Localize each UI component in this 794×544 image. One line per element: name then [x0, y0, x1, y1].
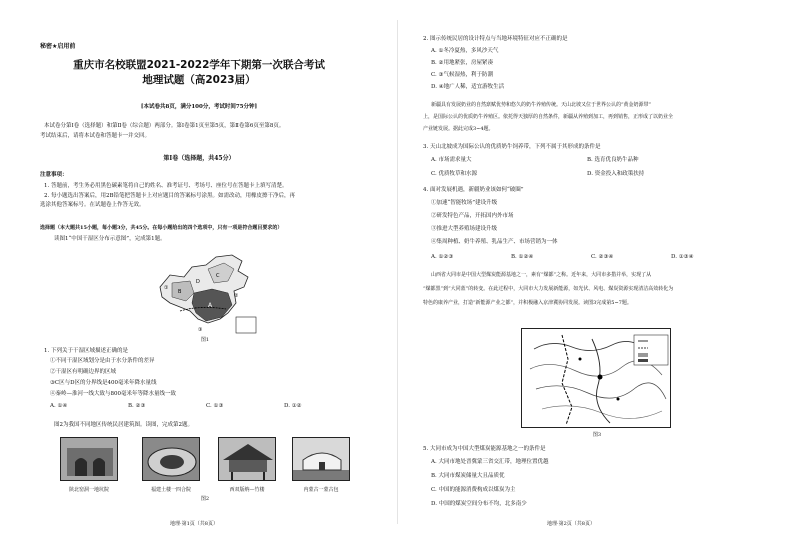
q1-statement-1: ①不同干湿区域划分是由于水分条件的差异 — [50, 358, 155, 364]
note-2: 2. 每小题选出答案后，用2B铅笔把答题卡上对应题目的答案标号涂黑。如需改动，用橡皮擦干净后，再 — [44, 193, 296, 199]
fig1-caption: 图1 — [200, 337, 210, 343]
q2-option-a[interactable]: A. ①冬冷夏热，多风沙天气 — [431, 48, 499, 54]
q1-choice-a[interactable]: A. ①④ — [50, 403, 68, 409]
q5-option-a[interactable]: A. 大同市地处晋冀蒙三省交汇带，地理位置优越 — [431, 459, 549, 465]
q4-choice-d[interactable]: D. ①③④ — [671, 254, 694, 260]
map-label-b: B — [178, 289, 182, 295]
q1-choice-d[interactable]: D. ①② — [284, 403, 302, 409]
map-label-d: D — [196, 279, 200, 285]
q5-option-b[interactable]: B. 大同市煤炭储量大且品质优 — [431, 473, 505, 479]
q4-choice-a[interactable]: A. ①②③ — [431, 254, 454, 260]
figure-1-map — [150, 247, 260, 337]
fig3-caption: 图3 — [592, 432, 602, 438]
photo-caption-3: 西双版纳—竹楼 — [229, 487, 265, 493]
q3-option-b[interactable]: B. 选育优良奶牛品种 — [587, 157, 639, 163]
map-label-3: ③ — [198, 327, 203, 333]
question-2: 2. 图示传统民居的设计特点与当地环境特征对应不正确的是 — [423, 36, 568, 42]
passage-1-line-1: 新疆具有发展奶业的自然禀赋优势和悠久的奶牛养殖传统。天山北坡又位于世界公认的“黄金奶源带” — [431, 102, 652, 108]
question-5: 5. 大同市成为中国大型煤炭能源基地之一的条件是 — [423, 446, 546, 452]
photo-yurt — [292, 437, 350, 481]
exam-subtitle: 地理试题（高2023届） — [142, 74, 256, 86]
question-1: 1. 下列关于干湿区域描述正确的是 — [44, 348, 128, 354]
q5-option-c[interactable]: C. 中国的能源消费构成以煤炭为主 — [431, 487, 516, 493]
q4-choice-c[interactable]: C. ②③④ — [591, 254, 614, 260]
photo-caption-1: 陕北窑洞一地坑院 — [68, 487, 109, 493]
page-2 — [397, 0, 794, 544]
notes-heading: 注意事项： — [40, 172, 68, 178]
note-1: 1. 答题前，考生务必用黑色碳素笔将自己的姓名、准考证号、考场号、座位号在答题卡上填写清楚。 — [44, 183, 288, 189]
map-label-a: A — [208, 302, 213, 309]
map-label-2: ② — [234, 293, 239, 299]
q1-statement-3: ③C区与D区的分界线是400毫米年降水量线 — [50, 380, 157, 386]
q3-option-a[interactable]: A. 市场需求量大 — [431, 157, 472, 163]
intro-line-2: 考试结束后，请将本试卷和答题卡一并交回。 — [40, 133, 151, 139]
confidential-label: 秘密★启用前 — [40, 43, 76, 50]
passage-1-line-2: 上，是国际公认的优质奶牛养殖区。依托得天独厚的自然条件，新疆从养殖到加工，再到销售，正形成了以奶业全 — [423, 114, 674, 120]
map-label-c: C — [216, 273, 220, 279]
note-2-cont: 选涂其他答案标号。在试题卷上作答无效。 — [40, 202, 145, 208]
passage-1-line-3: 产业链发展。据此完成3~4题。 — [423, 126, 494, 132]
q2-option-c[interactable]: C. ③气候湿热，利于防潮 — [431, 72, 493, 78]
q4-statement-4: ④集周种植、奶牛养殖、乳品生产、市场营销为一体 — [431, 239, 558, 245]
part1-heading: 第Ⅰ卷（选择题，共45分） — [163, 155, 235, 162]
q1-choice-b[interactable]: B. ②③ — [128, 403, 146, 409]
q4-statement-3: ③推进大型养殖场建设升级 — [431, 226, 498, 232]
q2-option-d[interactable]: D. ④地广人稀，适宜游牧生活 — [431, 84, 505, 90]
page-footer-right: 地理·第2页（共8页） — [547, 521, 595, 527]
q3-option-d[interactable]: D. 资金投入和政策扶持 — [587, 171, 645, 177]
intro-line-1: 本试卷分第Ⅰ卷（选择题）和第Ⅱ卷（综合题）两部分。第Ⅰ卷第1页至第5页，第Ⅱ卷第6页至第8页。 — [44, 123, 285, 129]
q4-choice-b[interactable]: B. ①②④ — [511, 254, 534, 260]
fig2-intro: 图2为我国不同地区传统民居建筑图。读图，完成第2题。 — [54, 422, 194, 428]
question-4: 4. 面对发展机遇，新疆奶业该如何“破圈” — [423, 187, 524, 193]
q2-option-b[interactable]: B. ②用地紧张，房屋紧凑 — [431, 60, 493, 66]
question-3: 3. 天山北坡成为国际公认的优质奶牛饲养带，下列不属于其形成的条件是 — [423, 144, 601, 150]
q1-statement-2: ②干湿区有明确边界的区域 — [50, 369, 117, 375]
photo-cave-dwelling — [60, 437, 118, 481]
photo-tulou — [142, 437, 200, 481]
q4-statement-1: ①加速“智能牧场”建设升级 — [431, 200, 498, 206]
passage-2-line-1: 山西省大同市是中国大型煤炭能源基地之一，素有“煤都”之称。近年来，大同市多措并举，实现了从 — [431, 272, 652, 278]
map-label-1: ① — [164, 285, 169, 291]
q3-option-c[interactable]: C. 优质牧草和水源 — [431, 171, 478, 177]
q5-option-d[interactable]: D. 中国的煤炭空间分布不均，北多南少 — [431, 501, 527, 507]
passage-2-line-2: “煤都黑”到“大同蓝”的转变。在此过程中，大同市大力发展新能源，如光伏、风电、煤炭资源实现清洁高效转化为 — [423, 286, 674, 292]
selection-heading: 选择题（本大题共15小题，每小题3分，共45分。在每小题给出的四个选项中，只有一项是符合题目要求的） — [40, 225, 283, 231]
photo-caption-2: 福建土楼一四合院 — [150, 487, 191, 493]
fig2-caption: 图2 — [200, 496, 210, 502]
page-footer-left: 地理·第1页（共8页） — [170, 521, 218, 527]
photo-bamboo-house — [218, 437, 276, 481]
q1-choice-c[interactable]: C. ①③ — [206, 403, 224, 409]
passage-2-line-3: 特色的康养产业，打造“新能源产业之都”，并积极融入京津冀协同发展。读图3完成第5~7题。 — [423, 300, 632, 306]
q1-statement-4: ④秦岭—淮河一线大致与800毫米年等降水量线一致 — [50, 391, 176, 397]
exam-title: 重庆市名校联盟2021-2022学年下期第一次联合考试 — [73, 59, 325, 71]
q4-statement-2: ②研发特色产品，开拓国内外市场 — [431, 213, 514, 219]
fig1-intro: 读图1“中国干湿区分布示意图”，完成第1题。 — [54, 236, 166, 242]
photo-caption-4: 内蒙古一蒙古包 — [303, 487, 339, 493]
exam-info: [本试卷共8页，满分100分，考试时间75分钟] — [140, 104, 258, 110]
figure-3-map — [521, 328, 671, 428]
